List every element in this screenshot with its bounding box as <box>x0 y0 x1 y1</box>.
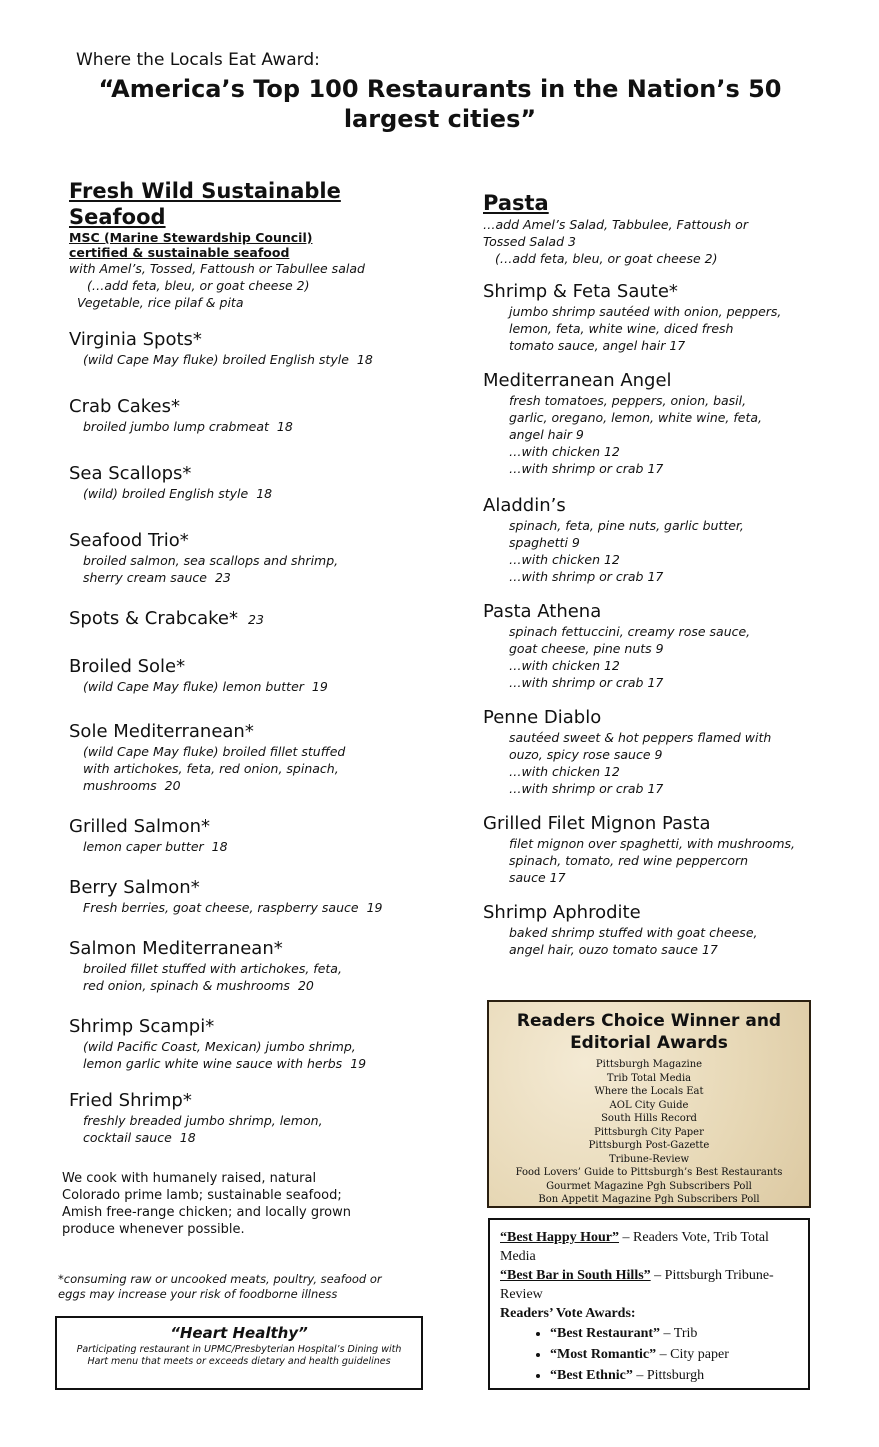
pasta-item <box>483 813 843 886</box>
seafood-items <box>69 329 449 1146</box>
dish-description-text: freshly breaded jumbo shrimp, lemon, cocktail sauce <box>83 1113 323 1145</box>
dish-description <box>69 960 449 994</box>
vote-award-source: – Trib <box>660 1326 698 1341</box>
seafood-item <box>69 938 449 994</box>
vote-award-label: “Most Romantic” <box>550 1347 657 1362</box>
dish-price: 18 <box>256 486 273 501</box>
award-entry: Bon Appetit Magazine Pgh Subscribers Poll <box>538 1194 760 1205</box>
dish-description <box>69 678 449 695</box>
dish-description <box>69 351 449 368</box>
dish-name: Penne Diablo <box>483 707 602 728</box>
award-entry: Trib Total Media <box>606 1072 692 1084</box>
dish-name: Salmon Mediterranean* <box>69 938 283 959</box>
readers-vote-heading: Readers’ Vote Awards: <box>500 1306 636 1321</box>
dish-description: baked shrimp stuffed with goat cheese, angel hair, ouzo tomato sauce 17 <box>509 925 758 957</box>
heart-healthy-title: “Heart Healthy” <box>170 1324 308 1342</box>
vote-award-label: “Best Ethnic” <box>550 1368 633 1383</box>
seafood-item <box>69 721 449 794</box>
award-entry: South Hills Record <box>601 1113 697 1124</box>
award-subtitle: Where the Locals Eat Award: <box>76 50 320 70</box>
pasta-item <box>483 495 843 585</box>
award-entry: Pittsburgh Post-Gazette <box>588 1140 710 1151</box>
pasta-item <box>483 601 843 691</box>
happy-hour-label: “Best Happy Hour” <box>500 1230 620 1245</box>
dish-description: spinach, feta, pine nuts, garlic butter, spaghetti 9 …with chicken 12 …with shrimp or crab 17 <box>509 518 744 584</box>
awards-list <box>489 1058 809 1207</box>
awards-title: Readers Choice Winner and Editorial Awards <box>516 1011 782 1053</box>
seafood-title-line1: Fresh Wild Sustainable <box>69 179 341 203</box>
vote-award-source: – City paper <box>656 1347 729 1362</box>
seafood-item <box>69 1016 449 1072</box>
msc-line1: MSC (Marine Stewardship Council) <box>69 230 313 245</box>
best-bar-label: “Best Bar in South Hills” <box>500 1268 651 1283</box>
pasta-title: Pasta <box>483 191 549 215</box>
happy-hour-line <box>500 1228 798 1266</box>
vote-award-source: – Pittsburgh <box>632 1368 705 1383</box>
dish-description-text: (wild Cape May fluke) broiled fillet stuffed with artichokes, feta, red onion, spinach, mushrooms <box>83 744 346 793</box>
heart-healthy-box <box>55 1316 423 1390</box>
dish-description <box>69 485 449 502</box>
heart-healthy-text: Participating restaurant in UPMC/Presbyterian Hospital’s Dining with Hart menu that meets or exceeds dietary and health guidelines <box>76 1344 402 1367</box>
vote-bullet <box>550 1365 798 1386</box>
readers-vote-box <box>488 1218 810 1390</box>
dish-price: 18 <box>276 419 293 434</box>
award-entry: Pittsburgh Magazine <box>595 1059 703 1070</box>
pasta-item <box>483 281 843 354</box>
dish-price: 19 <box>366 900 383 915</box>
pasta-note-1: …add Amel’s Salad, Tabbulee, Fattoush or <box>483 217 748 232</box>
dish-description: spinach fettuccini, creamy rose sauce, goat cheese, pine nuts 9 …with chicken 12 …with shrimp or crab 17 <box>509 624 751 690</box>
dish-name: Berry Salmon* <box>69 877 200 898</box>
dish-description <box>69 838 449 855</box>
seafood-item <box>69 608 449 630</box>
seafood-item <box>69 530 449 586</box>
dish-description-text: (wild Cape May fluke) broiled English style <box>83 352 349 367</box>
pasta-item <box>483 370 843 477</box>
pasta-note-2: Tossed Salad 3 <box>483 234 576 249</box>
dish-price: 23 <box>248 612 264 627</box>
dish-name: Sole Mediterranean* <box>69 721 254 742</box>
dish-name: Grilled Filet Mignon Pasta <box>483 813 711 834</box>
vote-award-label: “Best Restaurant” <box>550 1326 661 1341</box>
dish-price: 20 <box>297 978 314 993</box>
seafood-item <box>69 329 449 368</box>
pasta-note <box>483 216 843 267</box>
seafood-item <box>69 816 449 855</box>
dish-description-text: broiled jumbo lump crabmeat <box>83 419 269 434</box>
dish-price: 19 <box>311 679 328 694</box>
seafood-note <box>69 260 449 311</box>
dish-description-text: broiled fillet stuffed with artichokes, feta, red onion, spinach & mushrooms <box>83 961 342 993</box>
dish-description: jumbo shrimp sautéed with onion, peppers, lemon, feta, white wine, diced fresh tomato sauce, angel hair 17 <box>509 304 782 353</box>
dish-description-text: (wild Cape May fluke) lemon butter <box>83 679 304 694</box>
dish-name: Sea Scallops* <box>69 463 192 484</box>
sourcing-note: We cook with humanely raised, natural Colorado prime lamb; sustainable seafood; Amish free-range chicken; and locally grown produce whenever possible. <box>62 1171 351 1237</box>
award-entry: Food Lovers’ Guide to Pittsburgh’s Best Restaurants <box>515 1167 783 1178</box>
award-entry: Tribune-Review <box>609 1153 689 1165</box>
seafood-note-3: Vegetable, rice pilaf & pita <box>77 295 244 310</box>
seafood-item <box>69 656 449 695</box>
vote-bullets <box>500 1323 798 1386</box>
seafood-item <box>69 877 449 916</box>
seafood-item <box>69 463 449 502</box>
dish-description-text: (wild Pacific Coast, Mexican) jumbo shrimp, lemon garlic white wine sauce with herbs <box>83 1039 356 1071</box>
dish-name: Grilled Salmon* <box>69 816 210 837</box>
dish-description-text: Fresh berries, goat cheese, raspberry sauce <box>83 900 359 915</box>
happy-hour-source: – Readers Vote, Trib Total Media <box>500 1230 769 1264</box>
award-entry: Pittsburgh City Paper <box>594 1126 704 1138</box>
dish-price: 19 <box>350 1056 367 1071</box>
dish-description-text: broiled salmon, sea scallops and shrimp, sherry cream sauce <box>83 553 339 585</box>
award-title: “America’s Top 100 Restaurants in the Nation’s 50 largest cities” <box>98 75 782 133</box>
best-bar-line <box>500 1266 798 1304</box>
dish-description <box>69 1038 449 1072</box>
readers-choice-awards-box <box>487 1000 811 1208</box>
dish-name: Pasta Athena <box>483 601 602 622</box>
dish-description-text: (wild) broiled English style <box>83 486 249 501</box>
pasta-item <box>483 707 843 797</box>
dish-name: Shrimp Scampi* <box>69 1016 215 1037</box>
award-entry: Gourmet Magazine Pgh Subscribers Poll <box>546 1180 752 1192</box>
dish-description-text: lemon caper butter <box>83 839 204 854</box>
dish-description <box>69 899 449 916</box>
dish-description: fresh tomatoes, peppers, onion, basil, garlic, oregano, lemon, white wine, feta, angel hair 9 …with chicken 12 …with shrimp or crab 17 <box>509 393 763 476</box>
dish-name: Shrimp Aphrodite <box>483 902 641 923</box>
dish-description <box>69 552 449 586</box>
seafood-title-line2: Seafood <box>69 205 166 229</box>
dish-name: Aladdin’s <box>483 495 566 516</box>
dish-description: filet mignon over spaghetti, with mushrooms, spinach, tomato, red wine peppercorn sauce 17 <box>509 836 796 885</box>
pasta-column <box>483 190 843 958</box>
seafood-item <box>69 1090 449 1146</box>
dish-name: Fried Shrimp* <box>69 1090 192 1111</box>
dish-name: Virginia Spots* <box>69 329 202 350</box>
seafood-note-2: (…add feta, bleu, or goat cheese 2) <box>87 278 310 293</box>
dish-name: Shrimp & Feta Saute* <box>483 281 678 302</box>
dish-description <box>69 743 449 794</box>
vote-bullet <box>550 1344 798 1365</box>
seafood-note-1: with Amel’s, Tossed, Fattoush or Tabullee salad <box>69 261 365 276</box>
best-bar-source: – Pittsburgh Tribune-Review <box>500 1268 774 1302</box>
dish-description <box>69 418 449 435</box>
pasta-item <box>483 902 843 958</box>
dish-price: 20 <box>164 778 181 793</box>
msc-line2: certified & sustainable seafood <box>69 245 290 260</box>
dish-name: Crab Cakes* <box>69 396 180 417</box>
award-entry: AOL City Guide <box>609 1099 689 1111</box>
dish-name: Seafood Trio* <box>69 530 189 551</box>
dish-price: 18 <box>356 352 373 367</box>
pasta-note-3: (…add feta, bleu, or goat cheese 2) <box>495 251 718 266</box>
vote-bullet <box>550 1323 798 1344</box>
dish-name: Spots & Crabcake* <box>69 608 238 629</box>
dish-description: sautéed sweet & hot peppers flamed with ouzo, spicy rose sauce 9 …with chicken 12 …with shrimp or crab 17 <box>509 730 772 796</box>
pasta-items <box>483 281 843 958</box>
dish-description <box>69 1112 449 1146</box>
dish-price: 23 <box>214 570 231 585</box>
dish-price: 18 <box>179 1130 196 1145</box>
seafood-column <box>69 178 449 1146</box>
seafood-item <box>69 396 449 435</box>
foodborne-disclaimer: *consuming raw or uncooked meats, poultry, seafood or eggs may increase your risk of foodborne illness <box>58 1272 382 1301</box>
dish-name: Mediterranean Angel <box>483 370 672 391</box>
dish-name: Broiled Sole* <box>69 656 186 677</box>
dish-price: 18 <box>211 839 228 854</box>
award-entry: Where the Locals Eat <box>594 1086 704 1097</box>
